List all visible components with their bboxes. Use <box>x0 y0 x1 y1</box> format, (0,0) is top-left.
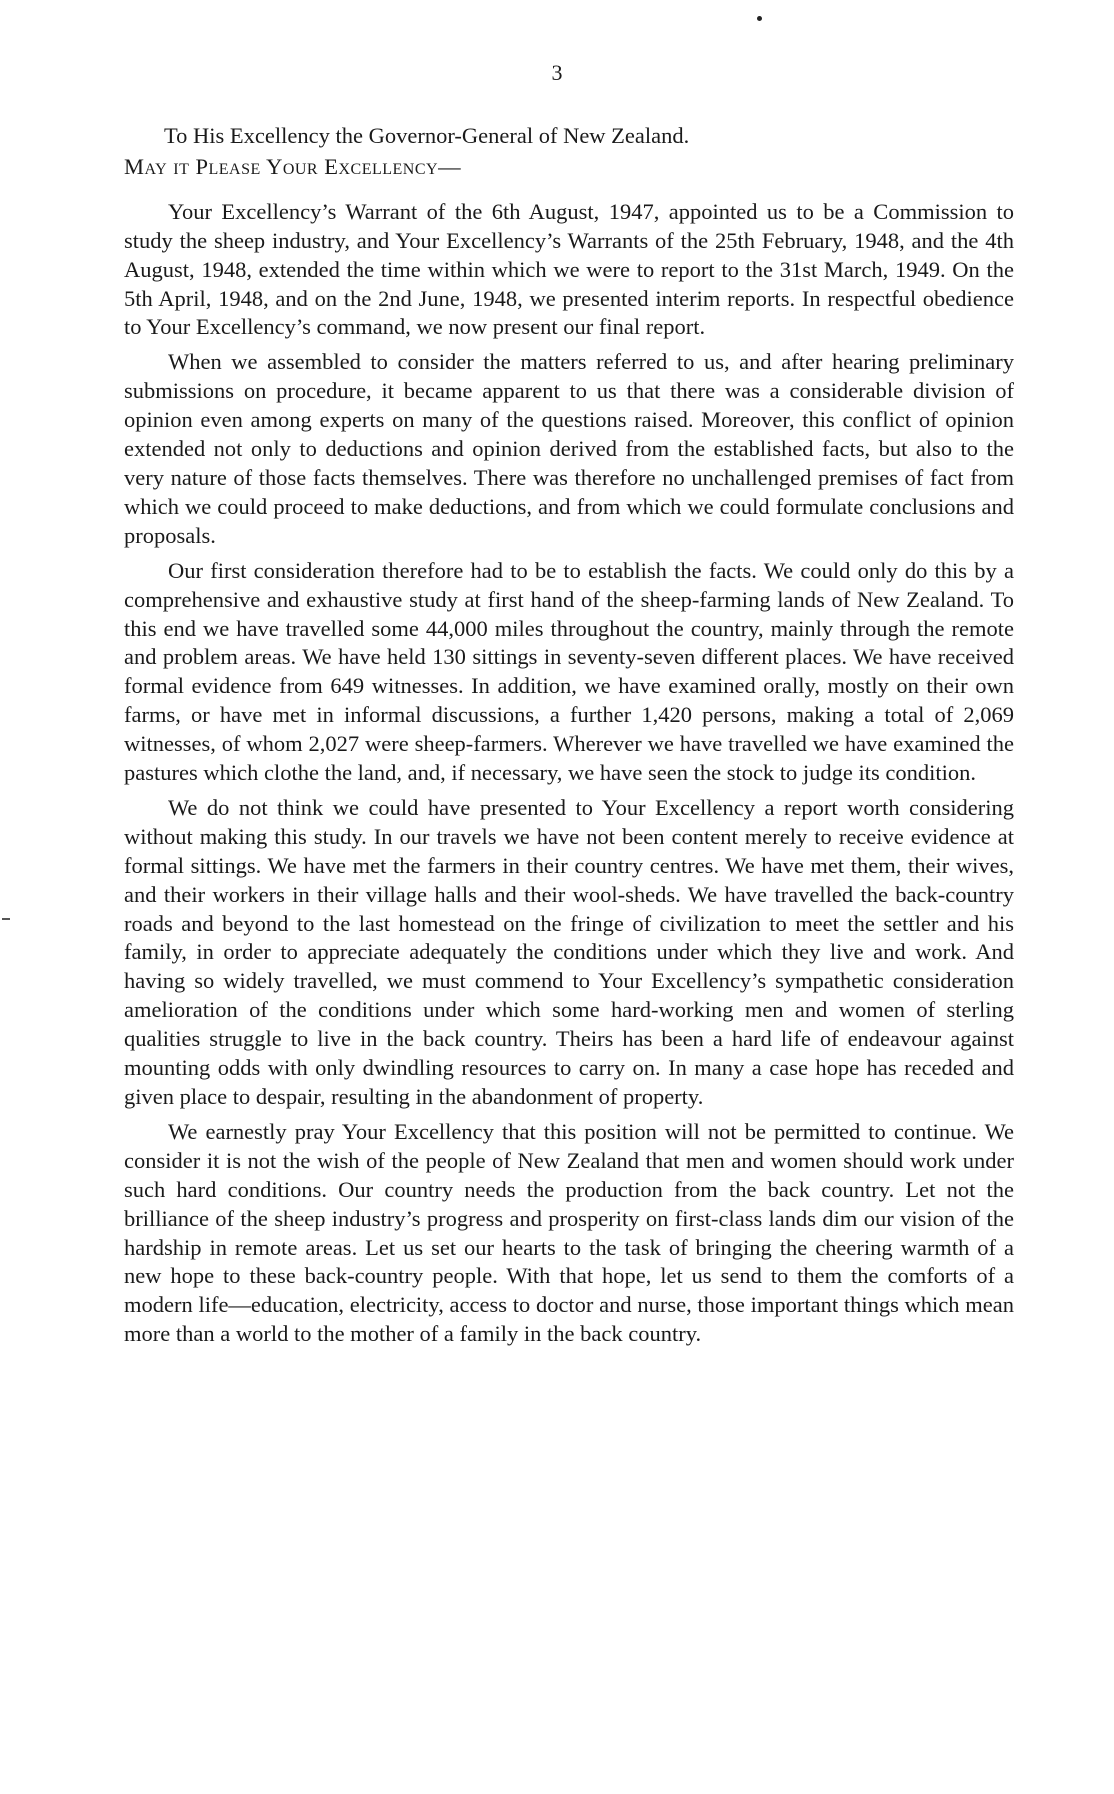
paragraph: Your Excellency’s Warrant of the 6th August, 1947, appointed us to be a Commission to study the sheep industry, and Your Excellency’s Warrants of the 25th February, 1948, and the 4th August, 1948, extended the time within which we were to report to the 31st March, 1949. On the 5th April, 1948, and on the 2nd June, 1948, we presented interim reports. In respectful obedience to Your Excellency’s command, we now present our final report. <box>124 198 1014 340</box>
paragraph: When we assembled to consider the matters referred to us, and after hearing preliminary submissions on procedure, it became apparent to us that there was a considerable division of opinion even among experts on many of the questions raised. Moreover, this conflict of opinion extended not only to deductions and opinion derived from the established facts, but also to the very nature of those facts themselves. There was therefore no unchallenged premises of fact from which we could proceed to make deductions, and from which we could formulate conclusions and proposals. <box>124 349 1014 548</box>
salutation: May it Please Your Excellency— <box>124 153 462 179</box>
paragraph: Our first consideration therefore had to be to establish the facts. We could only do this by a comprehensive and exhaustive study at first hand of the sheep-farming lands of New Zealand. To this end we have travelled some 44,000 miles throughout the country, mainly through the remote and problem areas. We have held 130 sittings in seventy-seven different places. We have received formal evidence from 649 witnesses. In addition, we have examined orally, mostly on their own farms, or have met in informal discussions, a further 1,420 persons, making a total of 2,069 witnesses, of whom 2,027 were sheep-farmers. Wherever we have travelled we have examined the pastures which clothe the land, and, if necessary, we have seen the stock to judge its condition. <box>124 557 1014 786</box>
paragraph: We earnestly pray Your Excellency that this position will not be permitted to continue. We consider it is not the wish of the people of New Zealand that men and women should work under such hard conditions. Our country needs the production from the back country. Let not the brilliance of the sheep industry’s progress and prosperity on first-class lands dim our vision of the hardship in remote areas. Let us set our hearts to the task of bringing the cheering warmth of a new hope to these back-country people. With that hope, let us send to them the comforts of a modern life—education, electricity, access to doctor and nurse, those important things which mean more than a world to the mother of a family in the back country. <box>124 1118 1014 1347</box>
margin-mark <box>2 918 10 920</box>
paragraph: We do not think we could have presented to Your Excellency a report worth considering without making this study. In our travels we have not been content merely to receive evidence at formal sittings. We have met the farmers in their country centres. We have met them, their wives, and their workers in their village halls and their wool-sheds. We have travelled the back-country roads and beyond to the last homestead on the fringe of civilization to meet the settler and his family, in order to appreciate adequately the conditions under which they live and work. And having so widely travelled, we must commend to Your Excellency’s sympathetic consideration amelioration of the conditions under which some hard-working men and women of sterling qualities struggle to live in the back country. Theirs has been a hard life of endeavour against mounting odds with only dwindling resources to carry on. In many a case hope has receded and given place to despair, resulting in the abandonment of property. <box>124 794 1014 1109</box>
ink-speck <box>757 16 762 21</box>
letter-body <box>124 122 1014 1355</box>
address-line: To His Excellency the Governor-General of New Zealand. <box>164 123 690 148</box>
page-number: 3 <box>551 60 563 85</box>
